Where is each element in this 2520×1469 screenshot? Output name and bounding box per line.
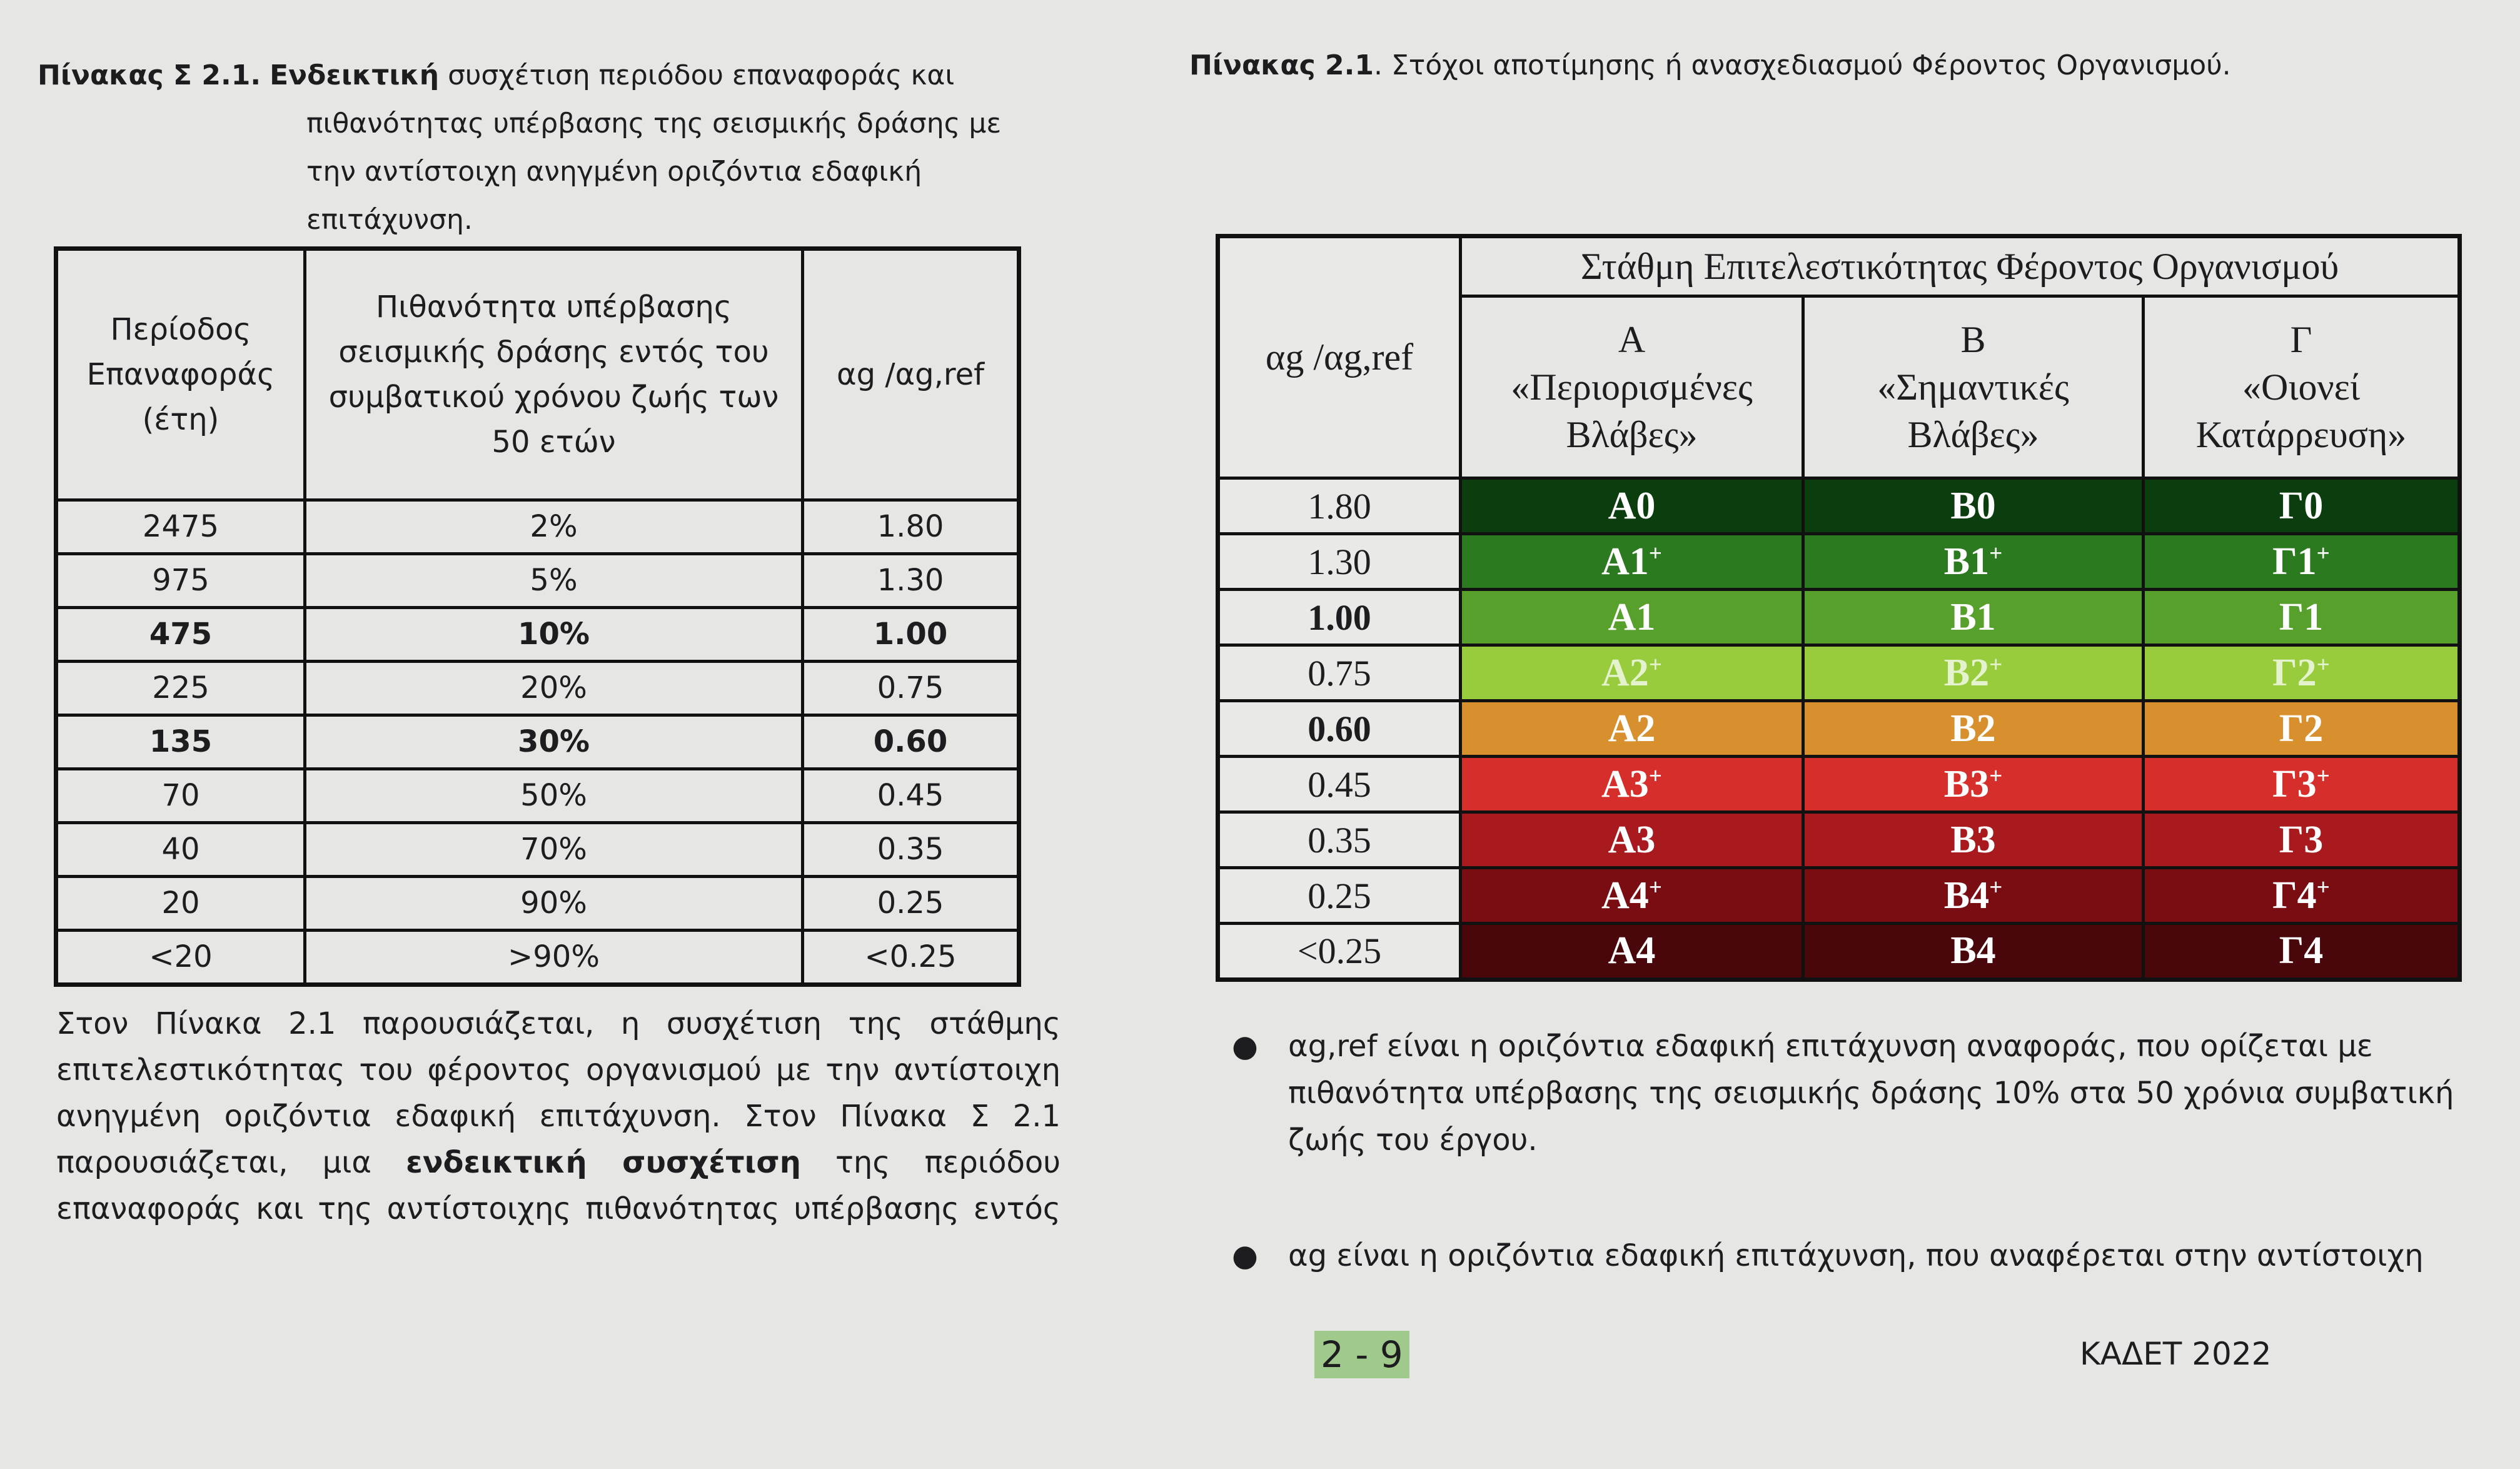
level-code: Β2	[1943, 651, 1990, 694]
cell: 20	[56, 876, 305, 930]
level-code: Α1	[1608, 595, 1656, 639]
level-code: Α4	[1608, 929, 1656, 972]
caption-text: συσχέτιση περιόδου επαναφοράς και	[448, 59, 955, 91]
level-modifier: +	[2316, 762, 2330, 789]
column-letter: Α	[1618, 319, 1646, 361]
level-b	[1803, 868, 2144, 924]
cell: 225	[56, 661, 305, 715]
level-code: Β0	[1950, 484, 1996, 527]
level-b	[1803, 701, 2144, 757]
ag-value: 0.25	[1218, 868, 1461, 924]
table-row	[56, 930, 1019, 984]
level-b	[1803, 478, 2144, 534]
cell: 475	[56, 607, 305, 661]
bullet-line	[1288, 1023, 2520, 1070]
ag-value: 0.75	[1218, 645, 1461, 701]
level-code: Β4	[1943, 874, 1990, 917]
level-a	[1461, 757, 1803, 812]
ag-header: αg /αg,ref	[1218, 236, 1461, 478]
level-c	[2144, 701, 2460, 757]
level-modifier: +	[1989, 652, 2003, 678]
bullet-ag	[1232, 1233, 2520, 1280]
table-row	[56, 553, 1019, 607]
level-modifier: +	[2316, 652, 2330, 678]
cell: 0.60	[803, 715, 1019, 769]
level-b	[1803, 645, 2144, 701]
caption-label: Πίνακας 2.1	[1189, 49, 1374, 81]
paragraph-line: επαναφοράς και της αντίστοιχης πιθανότητας υπέρβασης εντός	[56, 1191, 1061, 1226]
cell: 0.25	[803, 876, 1019, 930]
cell: 70%	[305, 822, 803, 876]
paragraph-line: ανηγμένη οριζόντια εδαφική επιτάχυνση. Στον Πίνακα Σ 2.1	[56, 1099, 1061, 1134]
bullet-line: πιθανότητα υπέρβασης της σεισμικής δράσης 10% στα 50 χρόνια συμβατική	[1288, 1076, 2454, 1111]
paragraph-text: της περιόδου	[835, 1145, 1061, 1180]
symbol: αg,ref	[1288, 1029, 1378, 1064]
caption-text: πιθανότητας υπέρβασης της σεισμικής δράσης με	[306, 108, 1002, 139]
table-row	[56, 661, 1019, 715]
level-code: Α0	[1608, 484, 1656, 527]
performance-row	[1218, 923, 2460, 979]
cell: 1.00	[803, 607, 1019, 661]
left-table-caption	[38, 51, 1079, 244]
level-code: Α3	[1601, 762, 1649, 805]
level-code: Α3	[1608, 818, 1656, 861]
level-code: Α2	[1601, 651, 1649, 694]
cell: 0.35	[803, 822, 1019, 876]
header-cell: αg /αg,ref	[803, 249, 1019, 500]
level-modifier: +	[1989, 874, 2003, 900]
column-letter: Β	[1960, 319, 1986, 361]
bullet-line	[1288, 1233, 2520, 1280]
ag-value: <0.25	[1218, 923, 1461, 979]
level-code: Γ3	[2279, 818, 2324, 861]
paragraph-line: επιτελεστικότητας του φέροντος οργανισμού με την αντίστοιχη	[56, 1053, 1061, 1088]
level-modifier: +	[2316, 874, 2330, 900]
level-code: Β1	[1943, 540, 1990, 583]
table-row	[56, 500, 1019, 554]
performance-row	[1218, 701, 2460, 757]
cell: 135	[56, 715, 305, 769]
cell: 10%	[305, 607, 803, 661]
level-code: Γ4	[2272, 874, 2317, 917]
level-modifier: +	[2316, 540, 2330, 567]
level-c	[2144, 478, 2460, 534]
level-code: Β2	[1950, 707, 1996, 750]
level-c	[2144, 923, 2460, 979]
column-label: «Οιονεί	[2242, 366, 2360, 408]
performance-row	[1218, 868, 2460, 924]
level-code: Γ3	[2272, 762, 2317, 805]
cell: <0.25	[803, 930, 1019, 984]
cell: 30%	[305, 715, 803, 769]
level-code: Α2	[1608, 707, 1656, 750]
ag-value: 0.60	[1218, 701, 1461, 757]
bullet-dot-icon: ●	[1232, 1029, 1258, 1064]
paragraph-text: παρουσιάζεται, μια	[56, 1145, 372, 1180]
bullet-dot-icon: ●	[1232, 1238, 1258, 1273]
cell: 0.75	[803, 661, 1019, 715]
right-table-caption	[1189, 41, 2377, 89]
header-cell: Περίοδος Επαναφοράς (έτη)	[56, 249, 305, 500]
caption-text: επιτάχυνση.	[306, 204, 473, 236]
level-modifier: +	[1989, 762, 2003, 789]
cell: 50%	[305, 769, 803, 822]
level-c	[2144, 812, 2460, 868]
table-row	[56, 822, 1019, 876]
performance-row	[1218, 590, 2460, 645]
ag-value: 1.30	[1218, 534, 1461, 590]
performance-row	[1218, 757, 2460, 812]
cell: 1.30	[803, 553, 1019, 607]
level-code: Β3	[1950, 818, 1996, 861]
page-number: 2 - 9	[1314, 1331, 1409, 1378]
cell: 20%	[305, 661, 803, 715]
level-modifier: +	[1648, 874, 1662, 900]
performance-row	[1218, 812, 2460, 868]
column-header-c	[2144, 296, 2460, 478]
column-label: Βλάβες»	[1907, 414, 2039, 456]
level-code: Β3	[1943, 762, 1990, 805]
ag-value: 1.80	[1218, 478, 1461, 534]
cell: 2%	[305, 500, 803, 554]
level-code: Γ2	[2279, 707, 2324, 750]
symbol: αg	[1288, 1238, 1328, 1273]
caption-label: Πίνακας Σ 2.1.	[38, 59, 261, 91]
column-label: Βλάβες»	[1566, 414, 1698, 456]
level-code: Γ1	[2272, 540, 2317, 583]
definitions-list	[1232, 1023, 2520, 1280]
level-modifier: +	[1648, 762, 1662, 789]
bullet-line: ζωής του έργου.	[1288, 1123, 1538, 1158]
return-period-table	[54, 246, 1021, 987]
cell: <20	[56, 930, 305, 984]
level-c	[2144, 645, 2460, 701]
level-code: Α1	[1601, 540, 1649, 583]
level-modifier: +	[1648, 652, 1662, 678]
level-modifier: +	[1989, 540, 2003, 567]
cell: 1.80	[803, 500, 1019, 554]
table-group-header-row	[1218, 236, 2460, 296]
level-a	[1461, 478, 1803, 534]
level-code: Β4	[1950, 929, 1996, 972]
level-b	[1803, 812, 2144, 868]
ag-value: 0.45	[1218, 757, 1461, 812]
paragraph-line	[56, 1139, 1061, 1186]
level-code: Γ2	[2272, 651, 2317, 694]
header-cell: Πιθανότητα υπέρβασης σεισμικής δράσης εντός του συμβατικού χρόνου ζωής των 50 ετών	[305, 249, 803, 500]
level-c	[2144, 534, 2460, 590]
caption-text: . Στόχοι αποτίμησης ή ανασχεδιασμού Φέροντος Οργανισμού.	[1374, 49, 2231, 81]
cell: 70	[56, 769, 305, 822]
column-header-b	[1803, 296, 2144, 478]
level-a	[1461, 645, 1803, 701]
column-label: «Περιορισμένες	[1511, 366, 1753, 408]
group-header: Στάθμη Επιτελεστικότητας Φέροντος Οργανισμού	[1461, 236, 2460, 296]
ag-value: 1.00	[1218, 590, 1461, 645]
paragraph-line: Στον Πίνακα 2.1 παρουσιάζεται, η συσχέτιση της στάθμης	[56, 1006, 1061, 1041]
table-row	[56, 715, 1019, 769]
level-code: Γ1	[2279, 595, 2324, 639]
performance-row	[1218, 478, 2460, 534]
level-b	[1803, 757, 2144, 812]
level-c	[2144, 590, 2460, 645]
level-a	[1461, 868, 1803, 924]
level-code: Α4	[1601, 874, 1649, 917]
level-code: Β1	[1950, 595, 1996, 639]
bullet-text: είναι η οριζόντια εδαφική επιτάχυνση αναφοράς, που ορίζεται με	[1386, 1029, 2373, 1064]
table-row	[56, 769, 1019, 822]
column-letter: Γ	[2290, 319, 2312, 361]
level-a	[1461, 590, 1803, 645]
level-c	[2144, 868, 2460, 924]
table-row	[56, 607, 1019, 661]
level-a	[1461, 701, 1803, 757]
table-header-row	[56, 249, 1019, 500]
paragraph-bold: ενδεικτική συσχέτιση	[406, 1145, 801, 1180]
performance-row	[1218, 645, 2460, 701]
bullet-ag-ref	[1232, 1023, 2520, 1164]
performance-row	[1218, 534, 2460, 590]
caption-bold-word: Ενδεικτική	[270, 59, 440, 91]
bullet-text: είναι η οριζόντια εδαφική επιτάχυνση, που αναφέρεται στην αντίστοιχη	[1336, 1238, 2424, 1273]
footer-doc-title: ΚΑΔΕΤ 2022	[2080, 1336, 2272, 1372]
level-c	[2144, 757, 2460, 812]
level-a	[1461, 923, 1803, 979]
cell: 2475	[56, 500, 305, 554]
cell: 0.45	[803, 769, 1019, 822]
level-modifier: +	[1648, 540, 1662, 567]
level-a	[1461, 812, 1803, 868]
level-a	[1461, 534, 1803, 590]
performance-level-table	[1216, 234, 2462, 982]
level-b	[1803, 534, 2144, 590]
level-code: Γ0	[2279, 484, 2324, 527]
level-b	[1803, 923, 2144, 979]
body-paragraph	[56, 1001, 1061, 1232]
cell: 40	[56, 822, 305, 876]
cell: 975	[56, 553, 305, 607]
level-b	[1803, 590, 2144, 645]
ag-value: 0.35	[1218, 812, 1461, 868]
column-header-a	[1461, 296, 1803, 478]
table-row	[56, 876, 1019, 930]
cell: 5%	[305, 553, 803, 607]
cell: 90%	[305, 876, 803, 930]
level-code: Γ4	[2279, 929, 2324, 972]
column-label: Κατάρρευση»	[2195, 414, 2407, 456]
cell: >90%	[305, 930, 803, 984]
caption-text: την αντίστοιχη ανηγμένη οριζόντια εδαφική	[306, 156, 922, 188]
column-label: «Σημαντικές	[1877, 366, 2069, 408]
